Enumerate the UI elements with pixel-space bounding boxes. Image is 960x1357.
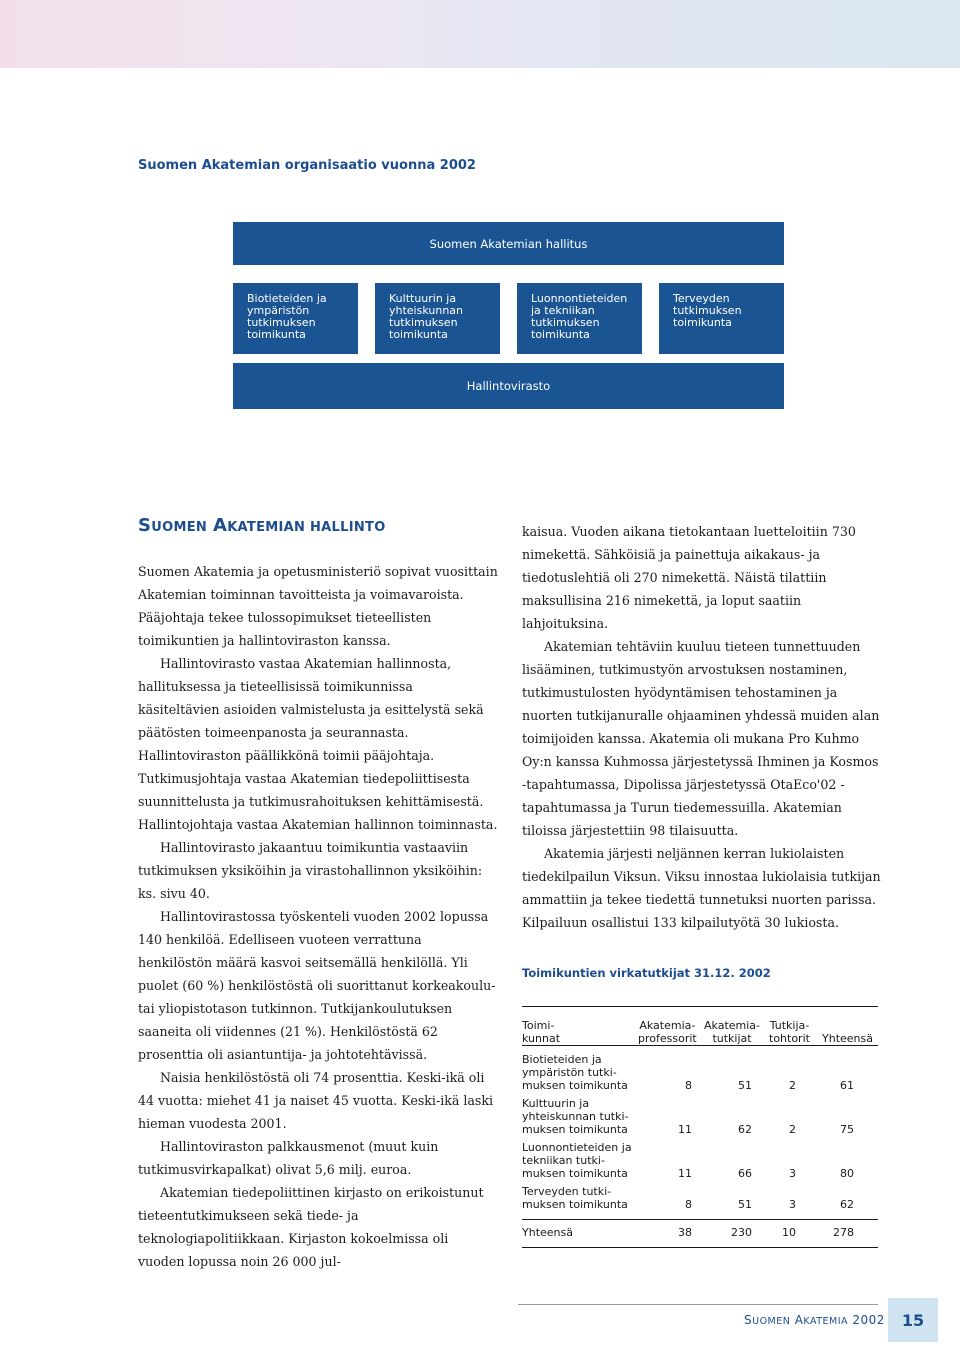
table-header-row — [522, 1007, 878, 1045]
table-row — [522, 1141, 878, 1180]
org-box-board: Suomen Akatemian hallitus — [233, 222, 784, 265]
cell-professors: 11 — [678, 1123, 692, 1136]
row-label: Terveyden tutki- muksen toimikunta — [522, 1185, 628, 1211]
cell-total: 62 — [840, 1198, 854, 1211]
paragraph: Hallintovirastossa työskenteli vuoden 2002 lopussa 140 henkilöä. Edelliseen vuoteen verrattuna henkilöstön määrä kasvoi seitsemällä henkilöllä. Yli puolet (60 %) henkilöstöstä oli suorittanut korkeakoulu- tai yliopistotason tutkinnon. Tutkijankoulutuksen saaneita oli viidennes (21 %). Henkilöstöstä 62 prosenttia oli asiantuntija- ja johtotehtävissä. — [138, 909, 496, 1062]
cell-professors: 11 — [678, 1167, 692, 1180]
cell-total: 75 — [840, 1123, 854, 1136]
staff-table — [522, 1006, 878, 1248]
cell-total: 80 — [840, 1167, 854, 1180]
cell-researchers: 51 — [738, 1198, 752, 1211]
cell-researchers: 66 — [738, 1167, 752, 1180]
org-box-office: Hallintovirasto — [233, 363, 784, 409]
cell-postdocs: 2 — [789, 1079, 796, 1092]
cell-total: 278 — [833, 1226, 854, 1239]
paragraph: Suomen Akatemia ja opetusministeriö sopivat vuosittain Akatemian toiminnan tavoitteista ja voimavaroista. Pääjohtaja tekee tulossopimukset tieteellisten toimikuntien ja hallintoviraston kanssa. — [138, 564, 498, 648]
paragraph: Hallintoviraston palkkausmenot (muut kuin tutkimusvirkapalkat) olivat 5,6 milj. euroa. — [138, 1139, 439, 1177]
table-row — [522, 1185, 878, 1211]
figure-title: Suomen Akatemian organisaatio vuonna 2002 — [138, 158, 476, 173]
cell-professors: 38 — [678, 1226, 692, 1239]
org-box-committee-4: Terveyden tutkimuksen toimikunta — [659, 283, 784, 354]
row-label: Kulttuurin ja yhteiskunnan tutki- muksen toimikunta — [522, 1097, 629, 1136]
paragraph: Naisia henkilöstöstä oli 74 prosenttia. Keski-ikä oli 44 vuotta: miehet 41 ja naiset 45 vuotta. Keski-ikä laski hieman vuodesta 2001. — [138, 1070, 494, 1131]
table-rule — [522, 1045, 878, 1046]
section-heading: SUOMEN AKATEMIAN HALLINTO — [138, 515, 386, 536]
table-title: Toimikuntien virkatutkijat 31.12. 2002 — [522, 966, 771, 980]
row-label: Yhteensä — [522, 1226, 573, 1239]
row-label: Luonnontieteiden ja tekniikan tutki- muksen toimikunta — [522, 1141, 632, 1180]
footer-rule — [518, 1304, 878, 1305]
paragraph: Hallintovirasto jakaantuu toimikuntia vastaaviin tutkimuksen yksiköihin ja virastohallinnon yksiköihin: ks. sivu 40. — [138, 840, 483, 901]
cell-total: 61 — [840, 1079, 854, 1092]
cell-researchers: 51 — [738, 1079, 752, 1092]
table-total-row — [522, 1226, 878, 1239]
header-researchers: Akatemia- tutkijat — [704, 1019, 761, 1045]
paragraph: Hallintovirasto vastaa Akatemian hallinnosta, hallituksessa ja tieteellisissä toimikunnissa käsiteltävien asioiden valmistelusta ja esittelystä sekä päätösten toimeenpanosta ja seurannasta. Hallintoviraston päällikkönä toimii pääjohtaja. Tutkimusjohtaja vastaa Akatemian tiedepoliittisesta suunnittelusta ja tutkimusrahoituksen kehittämisestä. Hallintojohtaja vastaa Akatemian hallinnon toiminnasta. — [138, 656, 498, 832]
cell-postdocs: 2 — [789, 1123, 796, 1136]
paragraph: Akatemian tiedepoliittinen kirjasto on erikoistunut tieteentutkimukseen sekä tiede- ja teknologiapolitiikkaan. Kirjaston kokoelmissa oli vuoden lopussa noin 26 000 jul- — [138, 1185, 484, 1269]
paragraph: kaisua. Vuoden aikana tietokantaan luetteloitiin 730 nimekettä. Sähköisiä ja painettuja aikakaus- ja tiedotuslehtiä oli 270 nimekettä. Näistä tilattiin maksullisina 216 nimekettä, ja loput saatiin lahjoituksina. — [522, 524, 856, 631]
cell-postdocs: 3 — [789, 1167, 796, 1180]
cell-researchers: 230 — [731, 1226, 752, 1239]
cell-professors: 8 — [685, 1198, 692, 1211]
header-total: Yhteensä — [822, 1032, 873, 1045]
org-box-committee-2: Kulttuurin ja yhteiskunnan tutkimuksen toimikunta — [375, 283, 500, 354]
org-box-committee-1: Biotieteiden ja ympäristön tutkimuksen toimikunta — [233, 283, 358, 354]
cell-postdocs: 3 — [789, 1198, 796, 1211]
header-committees: Toimi- kunnat — [522, 1019, 561, 1045]
row-label: Biotieteiden ja ympäristön tutki- muksen toimikunta — [522, 1053, 628, 1092]
cell-professors: 8 — [685, 1079, 692, 1092]
cell-postdocs: 10 — [782, 1226, 796, 1239]
running-footer: SUOMEN AKATEMIA 2002 — [744, 1313, 885, 1327]
table-row — [522, 1053, 878, 1092]
table-rule — [522, 1219, 878, 1220]
org-box-committee-3: Luonnontieteiden ja tekniikan tutkimuksen toimikunta — [517, 283, 642, 354]
table-rule — [522, 1247, 878, 1248]
cell-researchers: 62 — [738, 1123, 752, 1136]
right-text-column — [522, 520, 884, 934]
paragraph: Akatemia järjesti neljännen kerran lukiolaisten tiedekilpailun Viksun. Viksu innostaa lukiolaisia tutkijan ammattiin ja tekee tiedettä tunnetuksi nuorten parissa. Kilpailuun osallistui 133 kilpailutyötä 30 lukiosta. — [522, 846, 881, 930]
table-row — [522, 1097, 878, 1136]
paragraph: Akatemian tehtäviin kuuluu tieteen tunnettuuden lisääminen, tutkimustyön arvostuksen nostaminen, tutkimustulosten hyödyntämisen tehostaminen ja nuorten tutkijanuralle ohjaaminen yhdessä muiden alan toimijoiden kanssa. Akatemia oli mukana Pro Kuhmo Oy:n kanssa Kuhmossa järjestetyssä Ihminen ja Kosmos -tapahtumassa, Dipolissa järjestetyssä OtaEco'02 -tapahtumassa ja Turun tiedemessuilla. Akatemian tiloissa järjestettiin 98 tilaisuutta. — [522, 639, 880, 838]
left-text-column — [138, 560, 498, 1273]
header-postdocs: Tutkija- tohtorit — [769, 1019, 810, 1045]
page-number: 15 — [888, 1298, 938, 1342]
top-gradient-band — [0, 0, 960, 68]
header-professors: Akatemia- professorit — [638, 1019, 697, 1045]
